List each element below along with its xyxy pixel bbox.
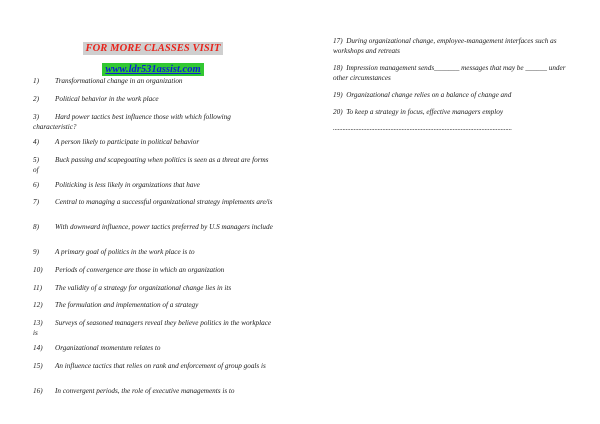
question-item: 1) Transformational change in an organization: [33, 77, 183, 85]
question-item: 9) A primary goal of politics in the work place is to: [33, 248, 195, 256]
question-item: 7) Central to managing a successful organizational strategy implements are/is: [33, 198, 273, 206]
question-item: 11) The validity of a strategy for organizational change lies in its: [33, 284, 232, 292]
question-item: 13) Surveys of seasoned managers reveal they believe politics in the workplace is: [33, 319, 272, 337]
question-item: 5) Buck passing and scapegoating when politics is seen as a threat are forms of: [33, 156, 269, 174]
question-item: 16) In convergent periods, the role of executive managements is to: [33, 387, 235, 395]
question-item: 2) Political behavior in the work place: [33, 95, 159, 103]
question-item: 20) To keep a strategy in focus, effective managers employ: [333, 108, 504, 116]
question-item: 15) An influence tactics that relies on rank and enforcement of group goals is: [33, 362, 266, 370]
question-item: 17) During organizational change, employee-management interfaces such as workshops and retreats: [333, 37, 557, 55]
question-item: 3) Hard power tactics best influence those with which following characteristic?: [33, 113, 231, 131]
question-item: 6) Politicking is less likely in organizations that have: [33, 181, 200, 189]
question-item: 8) With downward influence, power tactics preferred by U.S managers include: [33, 223, 273, 231]
right-column: [333, 36, 578, 132]
promo-title: FOR MORE CLASSES VISIT: [83, 42, 224, 55]
question-item: 19) Organizational change relies on a balance of change and: [333, 91, 512, 99]
website-link[interactable]: www.ldr531assist.com: [102, 63, 203, 76]
question-item: 12) The formulation and implementation of a strategy: [33, 301, 199, 309]
left-column: [33, 38, 273, 395]
dotted-separator: ................................................................................................................: [333, 124, 512, 132]
question-item: 4) A person likely to participate in political behavior: [33, 138, 200, 146]
question-item: 14) Organizational momentum relates to: [33, 344, 161, 352]
question-item: 10) Periods of convergence are those in which an organization: [33, 266, 225, 274]
question-item: 18) Impression management sends_______ messages that may be ______ under other circumstances: [333, 64, 566, 82]
